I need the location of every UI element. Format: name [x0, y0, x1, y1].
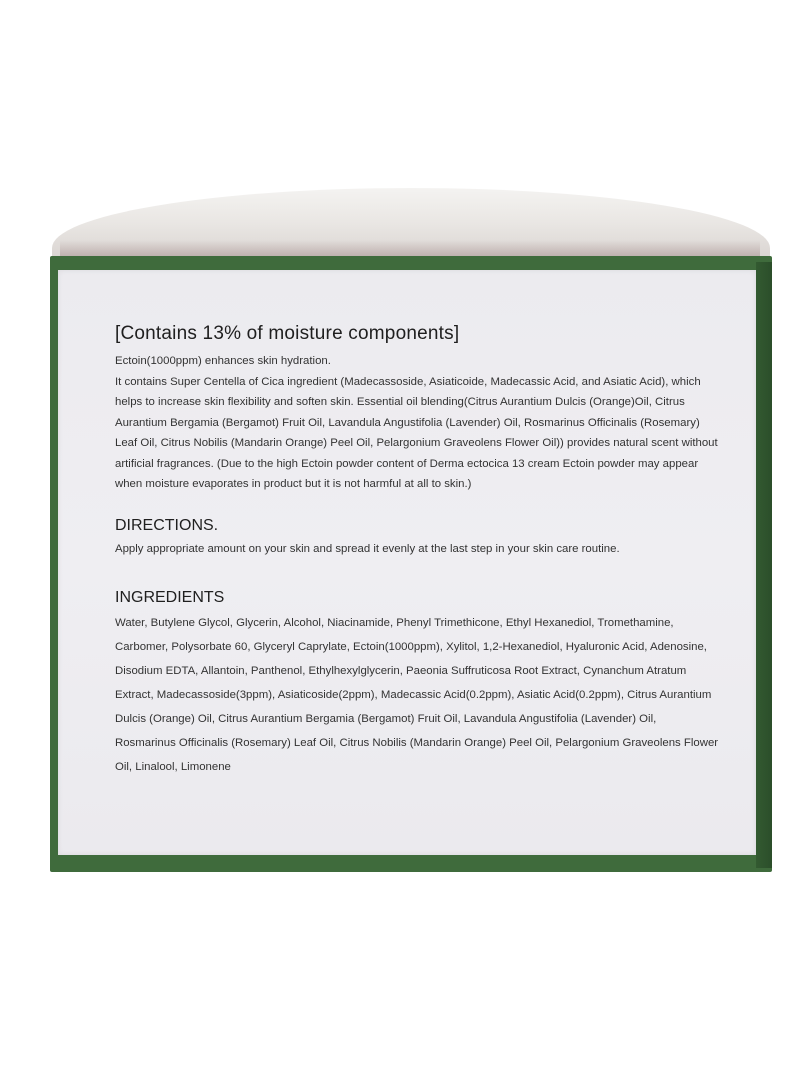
- label-text: [115, 323, 720, 779]
- moisture-line: Ectoin(1000ppm) enhances skin hydration.: [115, 355, 331, 367]
- directions-text: Apply appropriate amount on your skin and spread it evenly at the last step in your skin care routine.: [115, 542, 620, 555]
- ingredients-heading: INGREDIENTS: [115, 589, 225, 606]
- moisture-heading: [Contains 13% of moisture components]: [115, 323, 460, 344]
- moisture-description: It contains Super Centella of Cica ingredient (Madecassoside, Asiaticoide, Madecassic Acid, and Asiatic Acid), which helps to increase skin flexibility and soften skin. Essential oil blending(Citrus Aurantium Dulcis (Orange)Oil, Citrus Aurantium Bergamia (Bergamot) Fruit Oil, Lavandula Angustifolia (Lavender) Oil, Rosmarinus Officinalis (Rosemary) Leaf Oil, Citrus Nobilis (Mandarin Orange) Peel Oil, Pelargonium Graveolens Flower Oil)) provides natural scent without artificial fragrances. (Due to the high Ectoin powder content of Derma ectocica 13 cream Ectoin powder may appear when moisture evaporates in product but it is not harmful at all to skin.): [115, 375, 718, 490]
- ingredients-list: Water, Butylene Glycol, Glycerin, Alcohol, Niacinamide, Phenyl Trimethicone, Ethyl Hexanediol, Tromethamine, Carbomer, Polysorbate 60, Glyceryl Caprylate, Ectoin(1000ppm), Xylitol, 1,2-Hexanediol, Hyaluronic Acid, Adenosine, Disodium EDTA, Allantoin, Panthenol, Ethylhexylglycerin, Paeonia Suffruticosa Root Extract, Cynanchum Atratum Extract, Madecassoside(3ppm), Asiaticoside(2ppm), Madecassic Acid(0.2ppm), Asiatic Acid(0.2ppm), Citrus Aurantium Dulcis (Orange) Oil, Citrus Aurantium Bergamia (Bergamot) Fruit Oil, Lavandula Angustifolia (Lavender) Oil, Rosmarinus Officinalis (Rosemary) Leaf Oil, Citrus Nobilis (Mandarin Orange) Peel Oil, Pelargonium Graveolens Flower Oil, Linalool, Limonene: [115, 617, 719, 773]
- box-side-edge: [756, 262, 772, 868]
- directions-heading: DIRECTIONS.: [115, 516, 219, 534]
